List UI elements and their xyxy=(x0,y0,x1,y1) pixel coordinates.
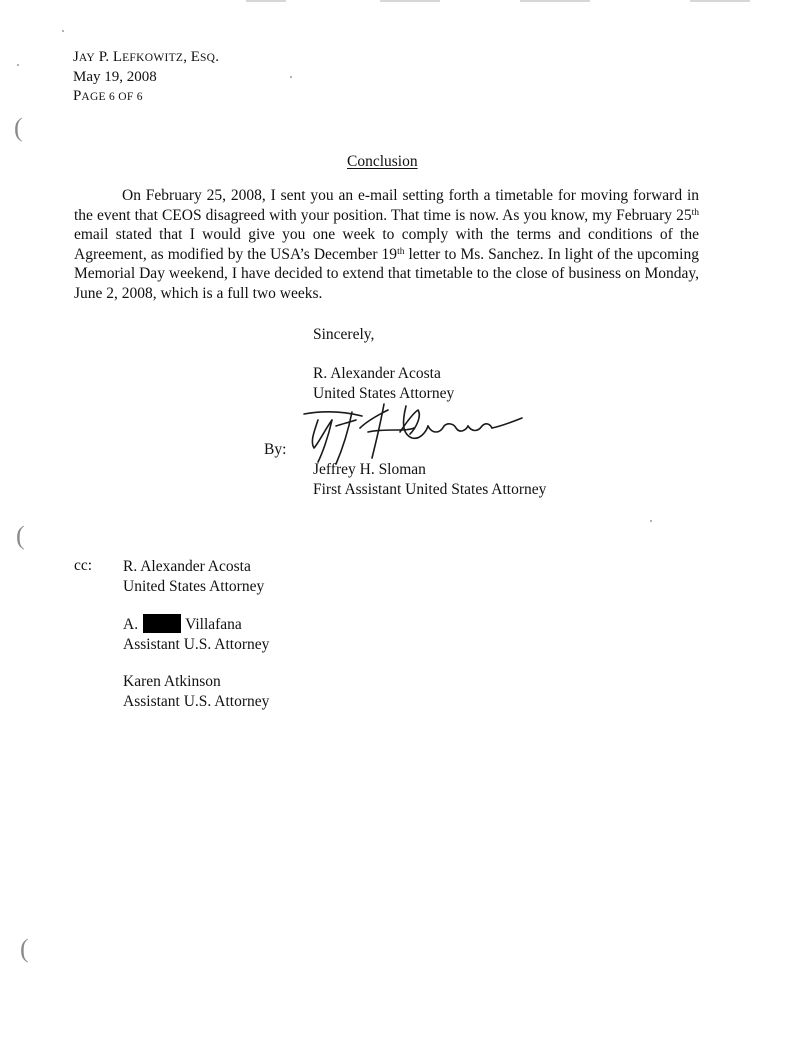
hole-punch-mark: ( xyxy=(16,521,25,550)
letter-header xyxy=(73,48,219,107)
body-paragraph xyxy=(74,186,699,303)
scan-edge-mark xyxy=(246,0,286,2)
recipient-name: JAY P. LEFKOWITZ, ESQ. xyxy=(73,49,219,65)
cc-recipient-title: Assistant U.S. Attorney xyxy=(123,635,270,653)
cc-recipient xyxy=(123,557,264,596)
signer-name: Jeffrey H. Sloman xyxy=(313,461,426,478)
hole-punch-mark: ( xyxy=(14,113,23,142)
sender-name: R. Alexander Acosta xyxy=(313,365,441,382)
scan-edge-mark xyxy=(520,0,590,2)
signer-block xyxy=(313,460,546,499)
hole-punch-mark: ( xyxy=(20,934,29,963)
section-title: Conclusion xyxy=(347,153,418,170)
cc-recipient-name: Karen Atkinson xyxy=(123,673,221,690)
cc-recipient-title: United States Attorney xyxy=(123,577,265,595)
salutation: Sincerely, xyxy=(313,326,375,343)
paragraph-line: Memorial Day weekend, I have decided to extend that timetable to the close of business on Monday, xyxy=(74,265,699,282)
letter-date: May 19, 2008 xyxy=(73,69,157,85)
signer-title: First Assistant United States Attorney xyxy=(313,480,547,498)
redaction-box xyxy=(143,614,181,633)
paragraph-line: June 2, 2008, which is a full two weeks. xyxy=(74,284,323,302)
page-number: PAGE 6 OF 6 xyxy=(73,88,143,104)
cc-recipient-name: A. Villafana xyxy=(123,616,242,633)
scan-edge-mark xyxy=(690,0,750,2)
scan-speck xyxy=(290,76,292,78)
paragraph-line: email stated that I would give you one week to comply with the terms and conditions of the xyxy=(74,226,699,243)
handwritten-signature xyxy=(296,398,536,466)
scan-speck xyxy=(62,30,64,32)
scan-edge-mark xyxy=(380,0,440,2)
cc-recipient xyxy=(123,614,269,654)
cc-recipient-title: Assistant U.S. Attorney xyxy=(123,692,270,710)
by-label: By: xyxy=(264,441,287,458)
paragraph-line: On February 25, 2008, I sent you an e-mail setting forth a timetable for moving forward in xyxy=(122,187,699,204)
cc-label: cc: xyxy=(74,557,93,574)
cc-recipient xyxy=(123,672,269,711)
cc-recipient-name: R. Alexander Acosta xyxy=(123,558,251,575)
paragraph-line: Agreement, as modified by the USA’s December 19th letter to Ms. Sanchez. In light of the upcoming xyxy=(74,245,699,263)
scan-speck xyxy=(650,520,652,522)
paragraph-line: the event that CEOS disagreed with your position. That time is now. As you know, my February 25th xyxy=(74,206,699,224)
scan-speck xyxy=(17,64,19,66)
sender-title: United States Attorney xyxy=(313,384,455,402)
